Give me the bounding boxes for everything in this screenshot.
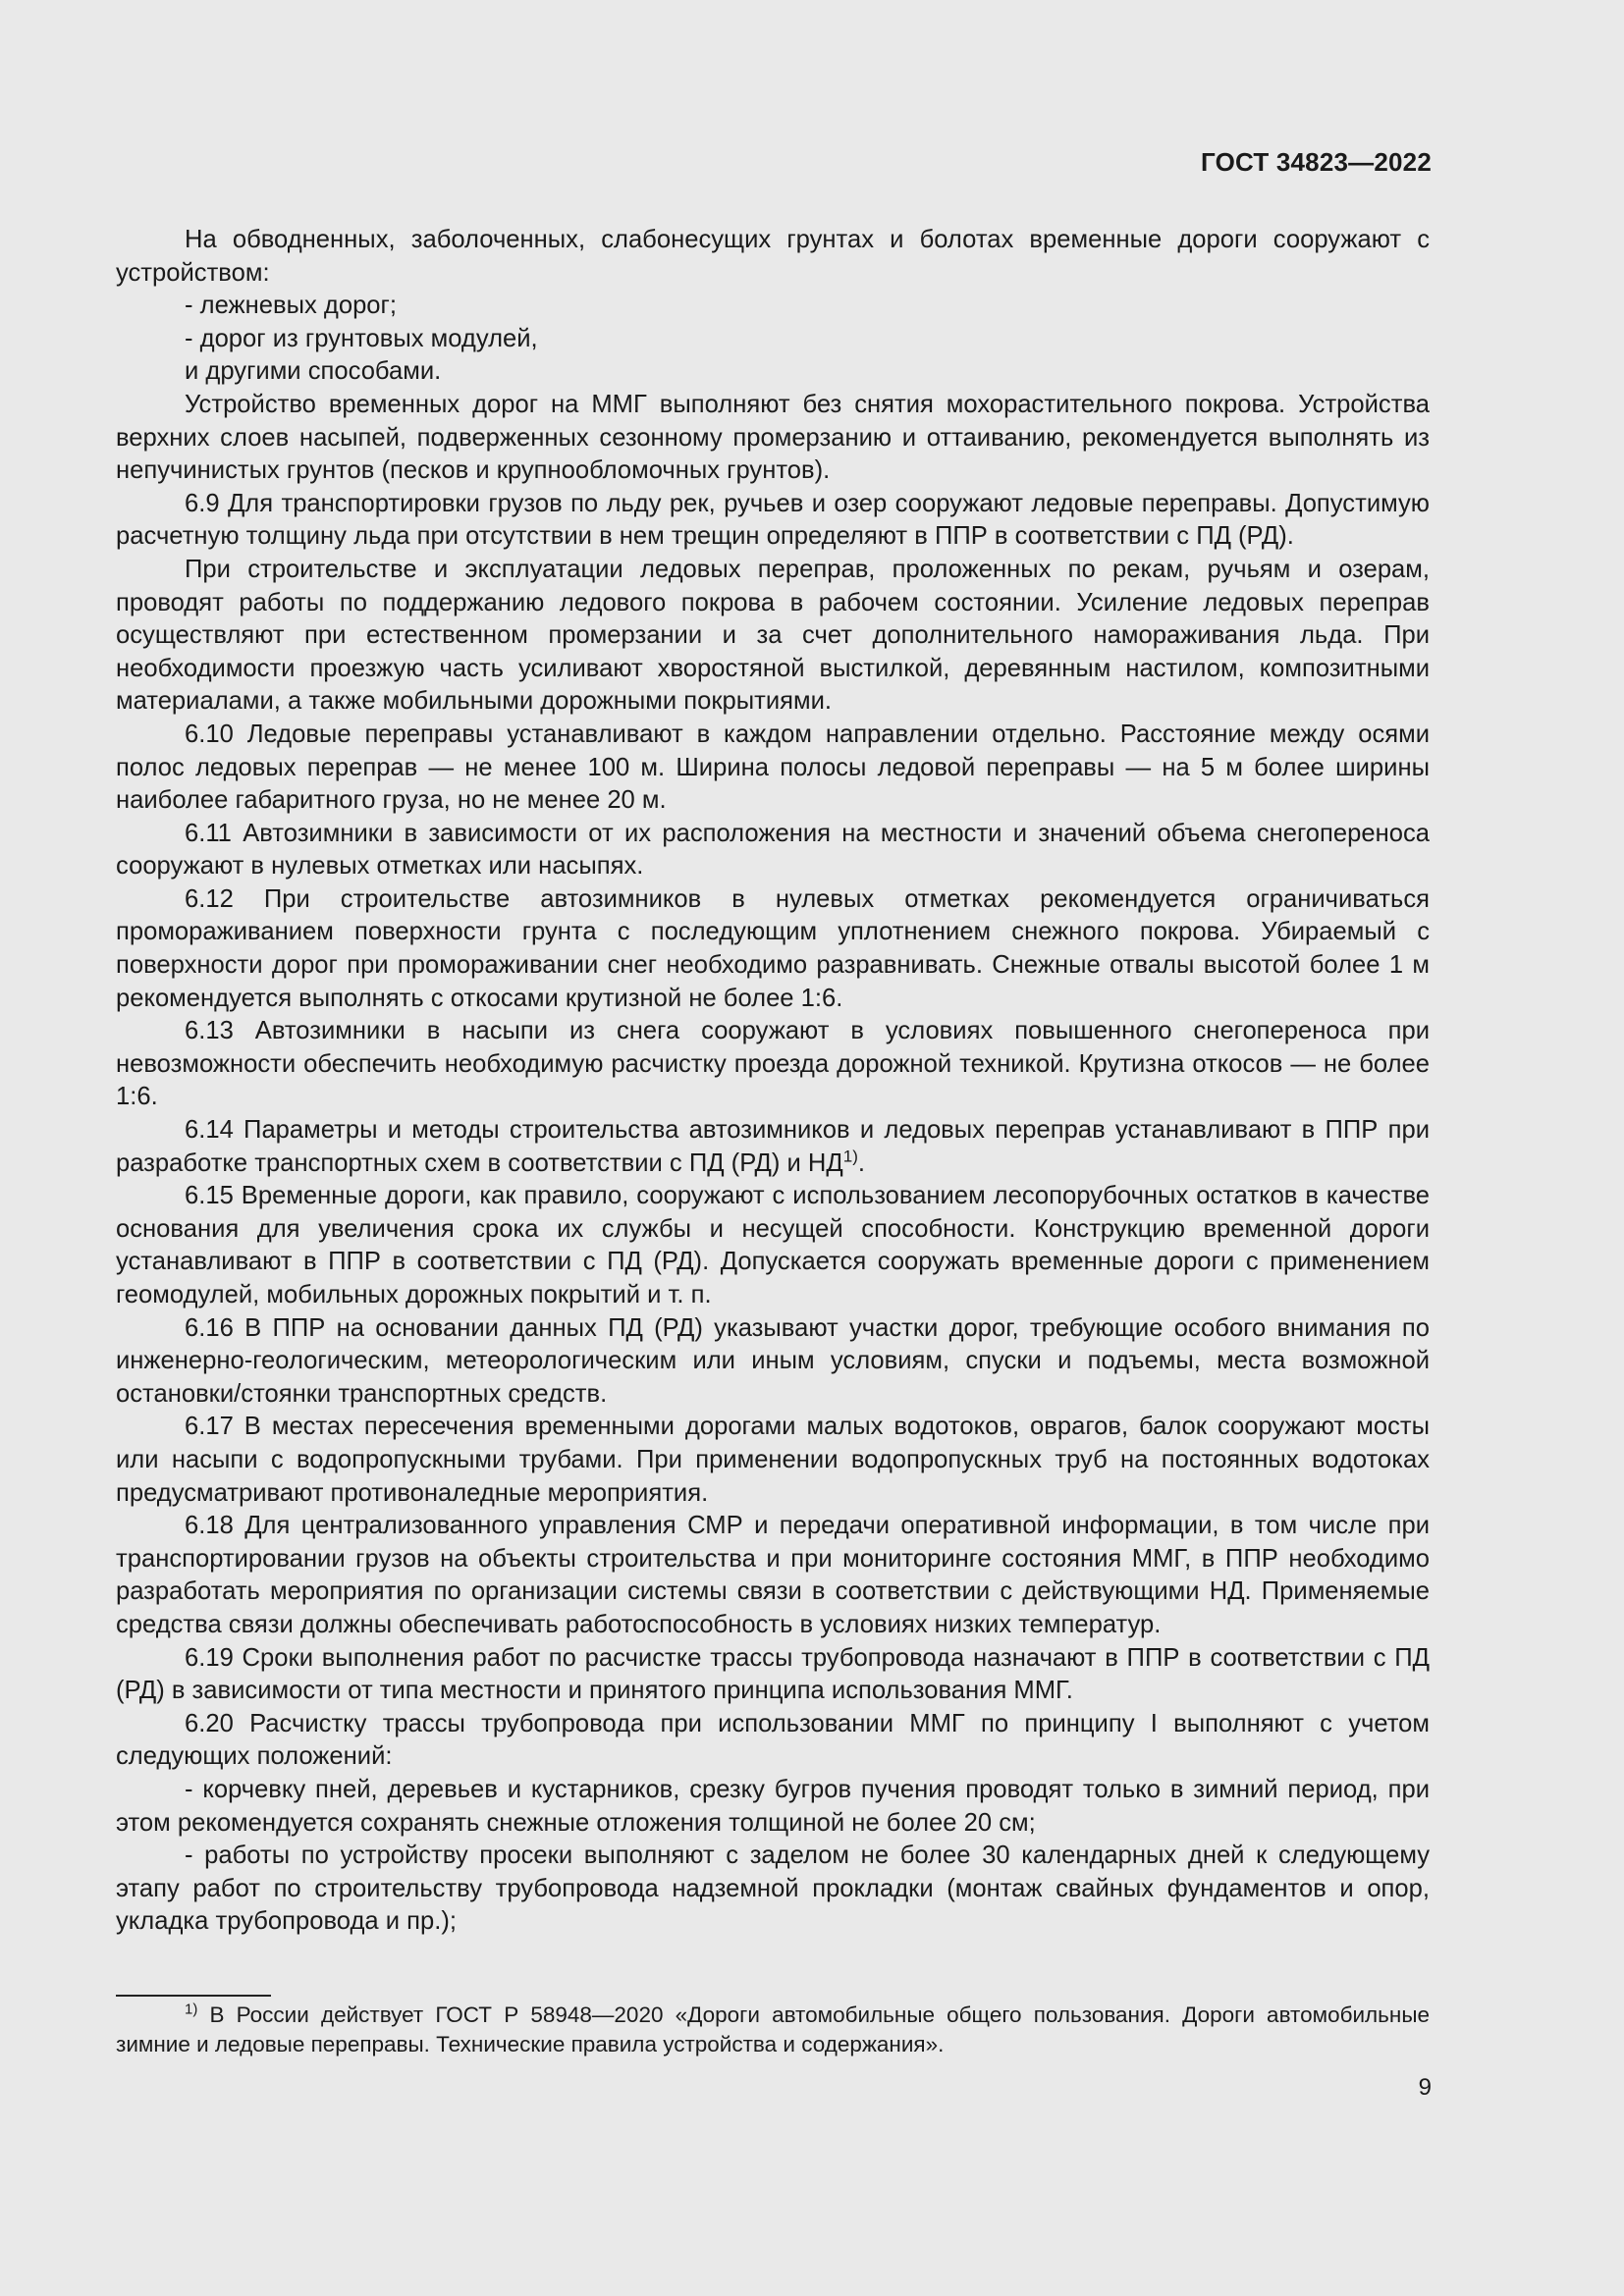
list-item: - работы по устройству просеки выполняют с заделом не более 30 календарных дней к следующему этапу работ по строительству трубопровода надземной прокладки (монтаж свайных фундаментов и опор, укладка трубопровода и пр.); — [116, 1842, 1430, 1936]
paragraph-6-20: 6.20 Расчистку трассы трубопровода при использовании ММГ по принципу I выполняют с учетом следующих положений: — [116, 1709, 1430, 1771]
footnote-divider — [116, 1995, 271, 1997]
list-item: - корчевку пней, деревьев и кустарников, срезку бугров пучения проводят только в зимний период, при этом рекомендуется сохранять снежные отложения толщиной не более 20 см; — [116, 1775, 1430, 1837]
paragraph: На обводненных, заболоченных, слабонесущих грунтах и болотах временные дороги сооружают с устройством: — [116, 226, 1430, 287]
footnote-reference: 1) — [842, 1147, 858, 1166]
footnote-text — [116, 2001, 1430, 2059]
paragraph-6-19: 6.19 Сроки выполнения работ по расчистке трассы трубопровода назначают в ППР в соответствии с ПД (РД) в зависимости от типа местности и принятого принципа использования ММГ. — [116, 1643, 1430, 1705]
paragraph-6-14-text: 6.14 Параметры и методы строительства автозимников и ледовых переправ устанавливают в ППР при разработке транспортных схем в соответствии с ПД (РД) и НД — [116, 1116, 1430, 1177]
paragraph-6-14 — [116, 1114, 1430, 1180]
page-number: 9 — [1418, 2074, 1432, 2101]
paragraph-6-10: 6.10 Ледовые переправы устанавливают в каждом направлении отдельно. Расстояние между осями полос ледовых переправ — не менее 100 м. Ширина полосы ледовой переправы — на 5 м более ширины наиболее габаритного груза, но не менее 20 м. — [116, 720, 1430, 815]
footnote — [116, 2001, 1430, 2059]
footnote-marker: 1) — [185, 2001, 198, 2018]
paragraph-6-16: 6.16 В ППР на основании данных ПД (РД) указывают участки дорог, требующие особого внимания по инженерно-геологическим, метеорологическим или иным условиям, спуски и подъемы, места возможной остановки/стоянки транспортных средств. — [116, 1313, 1430, 1408]
paragraph: При строительстве и эксплуатации ледовых переправ, проложенных по рекам, ручьям и озерам, проводят работы по поддержанию ледового покрова в рабочем состоянии. Усиление ледовых переправ осуществляют при естественном промерзании и за счет дополнительного намораживания льда. При необходимости проезжую часть усиливают хворостяной выстилкой, деревянным настилом, композитными материалами, а также мобильными дорожными покрытиями. — [116, 555, 1430, 716]
body-text — [116, 224, 1430, 1939]
list-item: - дорог из грунтовых модулей, — [185, 324, 538, 352]
paragraph-6-14-end: . — [857, 1148, 865, 1177]
paragraph-6-17: 6.17 В местах пересечения временными дорогами малых водотоков, оврагов, балок сооружают мосты или насыпи с водопропускными трубами. При применении водопропускных труб на постоянных водотоках предусматривают противоналедные мероприятия. — [116, 1413, 1430, 1507]
list-item: - лежневых дорог; — [185, 292, 397, 320]
paragraph-6-12: 6.12 При строительстве автозимников в нулевых отметках рекомендуется ограничиваться промораживанием поверхности грунта с последующим уплотнением снежного покрова. Убираемый с поверхности дорог при промораживании снег необходимо разравнивать. Снежные отвалы высотой более 1 м рекомендуется выполнять с откосами крутизной не более 1:6. — [116, 884, 1430, 1012]
paragraph: Устройство временных дорог на ММГ выполняют без снятия мохорастительного покрова. Устройства верхних слоев насыпей, подверженных сезонному промерзанию и оттаиванию, рекомендуется выполнять из непучинистых грунтов (песков и крупнообломочных грунтов). — [116, 390, 1430, 485]
paragraph-6-18: 6.18 Для централизованного управления СМР и передачи оперативной информации, в том числе при транспортировании грузов на объекты строительства и при мониторинге состояния ММГ, в ППР необходимо разработать мероприятия по организации системы связи в соответствии с действующими НД. Применяемые средства связи должны обеспечивать работоспособность в условиях низких температур. — [116, 1512, 1430, 1638]
paragraph-6-13: 6.13 Автозимники в насыпи из снега сооружают в условиях повышенного снегопереноса при невозможности обеспечить необходимую расчистку проезда дорожной техникой. Крутизна откосов — не более 1:6. — [116, 1017, 1430, 1111]
paragraph-6-9: 6.9 Для транспортировки грузов по льду рек, ручьев и озер сооружают ледовые переправы. Допустимую расчетную толщину льда при отсутствии в нем трещин определяют в ППР в соответствии с ПД (РД). — [116, 489, 1430, 551]
footnote-body: В России действует ГОСТ Р 58948—2020 «Дороги автомобильные общего пользования. Дороги автомобильные зимние и ледовые переправы. Технические правила устройства и содержания». — [116, 2002, 1430, 2056]
paragraph-6-15: 6.15 Временные дороги, как правило, сооружают с использованием лесопорубочных остатков в качестве основания для увеличения срока их службы и несущей способности. Конструкцию временной дороги устанавливают в ППР в соответствии с ПД (РД). Допускается сооружать временные дороги с применением геомодулей, мобильных дорожных покрытий и т. п. — [116, 1182, 1430, 1308]
list-item: и другими способами. — [185, 357, 442, 386]
paragraph-6-11: 6.11 Автозимники в зависимости от их расположения на местности и значений объема снегопереноса сооружают в нулевых отметках или насыпях. — [116, 819, 1430, 881]
standard-header: ГОСТ 34823—2022 — [1201, 147, 1432, 177]
